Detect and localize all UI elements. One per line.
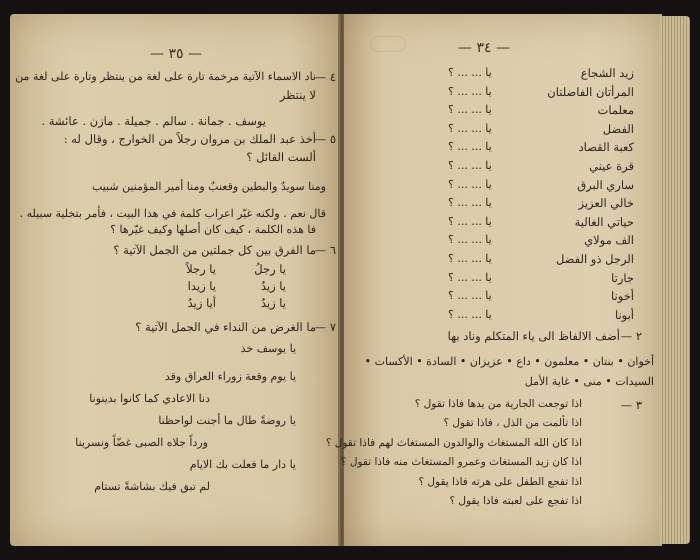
vocative-blank: يا ... ... ؟ bbox=[448, 233, 492, 247]
vocative-blank: يا ... ... ؟ bbox=[448, 140, 492, 154]
vocative-row bbox=[344, 289, 662, 307]
vocative-word: جارتا bbox=[611, 270, 634, 285]
vocative-row bbox=[344, 122, 662, 140]
q6-pair-first: يا زيدُ bbox=[260, 279, 286, 293]
vocative-row bbox=[344, 196, 662, 214]
q6-pair-second: أيا زيدُ bbox=[187, 296, 216, 310]
q4-line2: لا ينتظر bbox=[279, 88, 316, 102]
q3-question-list bbox=[325, 398, 662, 518]
vocative-row bbox=[344, 103, 662, 121]
q3-line: اذا كان زيد المستغاث وعمرو المستغاث منه فاذا تقول ؟ bbox=[340, 456, 582, 469]
vocative-blank: يا ... ... ؟ bbox=[448, 214, 492, 228]
vocative-row bbox=[344, 252, 662, 270]
vocative-word: حياتي الغالية bbox=[574, 214, 634, 229]
vocative-word: قرة عيني bbox=[589, 159, 634, 173]
q4-names: يوسف . جمانة . سالم . جميلة . مازن . عائشة . bbox=[41, 114, 266, 128]
q6-pair-second: يا زيدا bbox=[187, 279, 216, 293]
vocative-word: ساري البرق bbox=[577, 177, 634, 192]
vocative-blank: يا ... ... ؟ bbox=[448, 121, 492, 135]
vocative-blank: يا ... ... ؟ bbox=[448, 307, 492, 321]
q7-line: لم تبق فيك بشاشةً تستام bbox=[94, 480, 210, 493]
q3-number: ٣ — bbox=[620, 398, 642, 412]
q3-line: اذا تفجع الطفل على هرته فاذا يقول ؟ bbox=[418, 475, 582, 488]
vocative-word: الفضل bbox=[602, 121, 634, 136]
q3-line: اذا توجعت الجارية من يدها فاذا تقول ؟ bbox=[414, 398, 582, 410]
vocative-blank: يا ... ... ؟ bbox=[448, 289, 492, 303]
q7-line: يا يوسف خذ bbox=[240, 342, 296, 355]
vocative-blank: يا ... ... ؟ bbox=[448, 196, 492, 210]
vocative-row bbox=[344, 178, 662, 196]
q7-line-list bbox=[10, 342, 340, 502]
q3-line: اذا كان الله المستغاث والوالدون المستغاث لهم فاذا تقول ؟ bbox=[325, 436, 582, 449]
vocative-blank: يا ... ... ؟ bbox=[448, 252, 492, 265]
q7-line: ورداً جلاه الصبى غضّاً ونسرينا bbox=[75, 436, 208, 449]
vocative-row bbox=[344, 233, 662, 251]
vocative-word: كعبة القصاد bbox=[578, 140, 634, 155]
right-page-number: — ٣٤ — bbox=[458, 40, 510, 56]
page-edges bbox=[660, 16, 690, 544]
q2-number: ٢ — bbox=[620, 329, 642, 343]
vocative-row bbox=[344, 140, 662, 158]
q5-line1: أخذ عبد الملك بن مروان رجلاً من الخوارج ، وقال له : bbox=[63, 132, 316, 146]
vocative-blank: يا ... ... ؟ bbox=[448, 177, 492, 191]
vocative-row bbox=[344, 215, 662, 233]
q5-line2: ألست القائل ؟ bbox=[246, 150, 316, 164]
q7-number: ٧ — bbox=[314, 320, 336, 334]
left-page-number: — ٣٥ — bbox=[150, 46, 202, 62]
q5-line3: قال نعم . ولكنه غيّر اعراب كلمة في هذا البيت ، فأمر بتخلية سبيله . bbox=[19, 207, 326, 220]
q6-number: ٦ — bbox=[314, 243, 336, 257]
vocative-word: الرجل ذو الفضل bbox=[555, 252, 634, 266]
q6-pair-first: يا رجلُ bbox=[254, 262, 286, 276]
vocative-blank: يا ... ... ؟ bbox=[448, 159, 492, 172]
q6-line1: ما الفرق بين كل جملتين من الجمل الآتية ؟ bbox=[113, 243, 316, 257]
q7-line: يا يوم وقعة زوراء العراق وقد bbox=[164, 370, 296, 383]
q7-line: دنا الاعادي كما كانوا بدينونا bbox=[89, 392, 210, 405]
q4-number: ٤ — bbox=[314, 70, 336, 84]
library-stamp bbox=[370, 36, 406, 52]
vocative-row bbox=[344, 85, 662, 103]
q2-words-line2: السيدات • منى • غاية الأمل bbox=[524, 375, 654, 388]
q5-verse: ومنا سويدٌ والبطين وقعنبٌ ومنا أمير المؤمنين شبيب bbox=[91, 180, 326, 193]
vocative-row bbox=[344, 159, 662, 177]
vocative-blank: يا ... ... ؟ bbox=[448, 84, 492, 98]
q2-words-line1: أخوان • بنتان • معلمون • داع • عزيزان • السادة • الأكسات • bbox=[364, 355, 654, 368]
q4-line1: ناد الاسماء الآتية مرخمة تارة على لغة من ينتظر وتارة على لغة من bbox=[15, 70, 316, 83]
vocative-word: خالي العزيز bbox=[578, 196, 634, 211]
q6-pair-second: يا رجلاً bbox=[186, 262, 216, 276]
vocative-word: أخونا bbox=[611, 289, 634, 304]
q7-line1: ما الغرض من النداء في الجمل الآتية ؟ bbox=[135, 320, 316, 334]
vocative-word: معلمات bbox=[597, 103, 634, 118]
vocative-blank: يا ... ... ؟ bbox=[448, 103, 492, 117]
vocative-blank: يا ... ... ؟ bbox=[448, 66, 492, 79]
q7-line: يا دار ما فعلت بك الايام bbox=[189, 458, 296, 471]
q3-line: اذا تفجع على لعبته فاذا يقول ؟ bbox=[449, 495, 582, 507]
vocative-word: الف مولاي bbox=[584, 233, 634, 248]
q2-title: أضف الالفاظ الى ياء المتكلم وناد بها bbox=[447, 329, 620, 343]
q3-line: اذا تألمت من الذل ، فاذا تقول ؟ bbox=[443, 417, 582, 430]
q6-pairs bbox=[10, 262, 340, 322]
vocative-blank: يا ... ... ؟ bbox=[448, 270, 492, 284]
q6-pair-first: يا زيدُ bbox=[260, 296, 286, 310]
vocative-word: أبونا bbox=[614, 307, 634, 322]
vocative-word: زيد الشجاع bbox=[580, 66, 634, 80]
vocative-row bbox=[344, 308, 662, 326]
vocative-row bbox=[344, 271, 662, 289]
q5-number: ٥ — bbox=[314, 132, 336, 146]
vocative-list bbox=[344, 66, 662, 326]
q5-line4: فا هذه الكلمة ، كيف كان أصلها وكيف غيّرها ؟ bbox=[110, 223, 316, 236]
vocative-word: المرأتان الفاضلتان bbox=[547, 84, 634, 99]
q7-line: يا روضةً طال ما أجنت لواحظنا bbox=[158, 414, 296, 427]
vocative-row bbox=[344, 66, 662, 84]
